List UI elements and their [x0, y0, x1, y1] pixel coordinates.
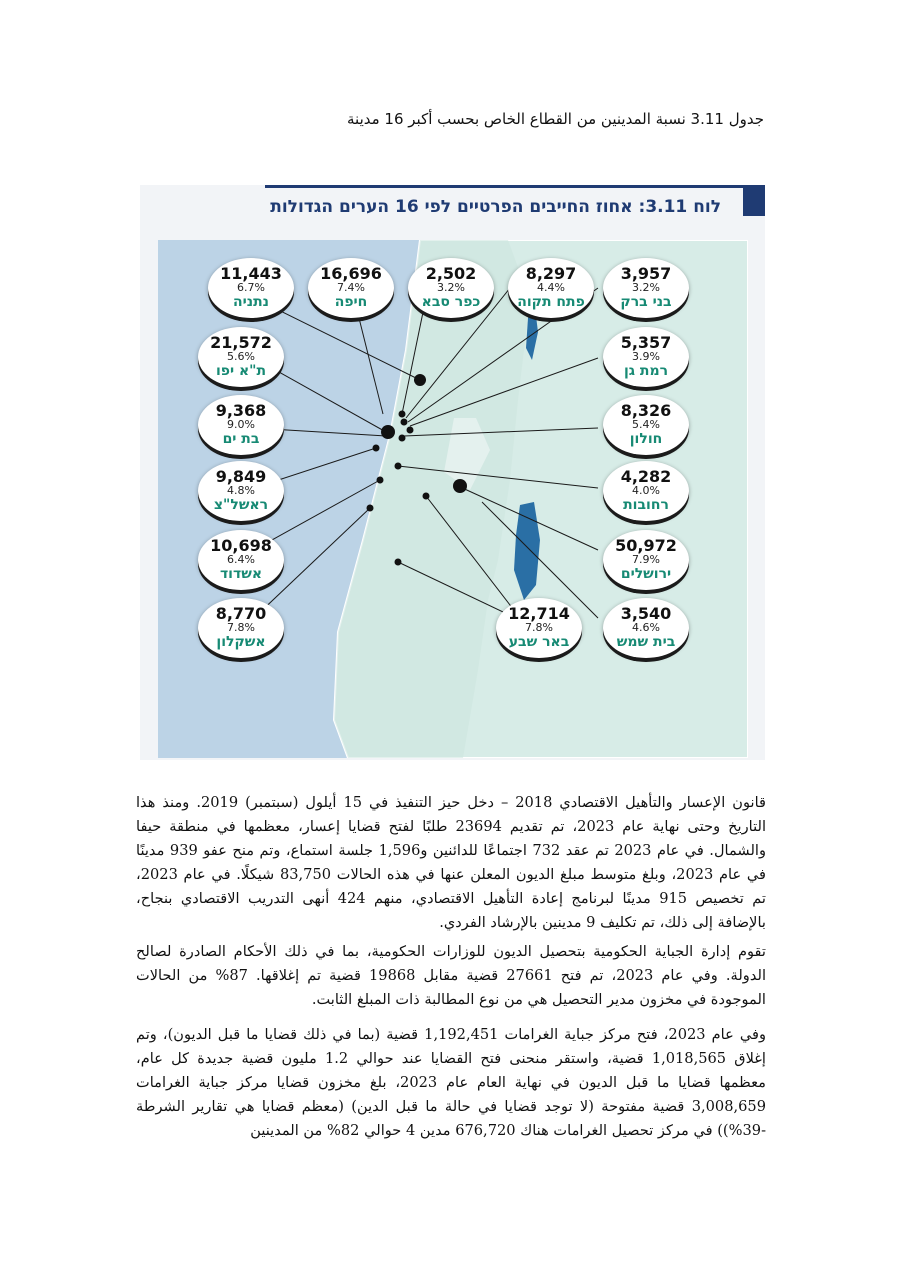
city-percent: 3.2%: [437, 281, 465, 294]
city-percent: 7.8%: [525, 621, 553, 634]
city-value: 11,443: [220, 264, 282, 283]
figure-title-prefix: לוח: [693, 197, 721, 217]
city-name: בית שמש: [616, 634, 676, 650]
figure-title: [270, 197, 721, 217]
city-name: חולון: [629, 431, 663, 447]
city-badge: [508, 258, 594, 318]
city-value: 8,770: [215, 604, 267, 623]
city-percent: 3.9%: [632, 350, 660, 363]
city-badge: [603, 258, 689, 318]
city-value: 8,297: [525, 264, 577, 283]
city-value: 16,696: [320, 264, 382, 283]
figure-header: [265, 185, 765, 216]
paragraph-fines-collection: وفي عام 2023، فتح مركز جباية الغرامات 1,192,451 قضية (بما في ذلك قضايا ما قبل الديون)، وتم إغلاق 1,018,565 قضية، واستقر منحنى فتح القضايا عند حوالي 1.2 مليون قضية جديدة كل عام، معظمها قضايا ما قبل الديون في نهاية العام عام 2023، بلغ مخزون قضايا مركز جباية الغرامات 3,008,659 قضية مفتوحة (لا توجد قضايا في حالة ما قبل الدين) (معظم قضايا هي تقارير الشرطة -39%)) في مركز تحصيل الغرامات هناك 676,720 مدين 4 حوالي 82% من المدينين: [136, 1026, 767, 1139]
city-name: בני ברק: [620, 294, 672, 310]
city-percent: 4.0%: [632, 484, 660, 497]
city-badge: [603, 598, 689, 658]
city-value: 3,957: [620, 264, 672, 283]
israel-map: [158, 240, 748, 758]
city-name: באר שבע: [508, 634, 570, 650]
city-name: פתח תקוה: [517, 294, 585, 310]
figure-title-number: 3.11: [645, 197, 688, 217]
city-badge: [408, 258, 494, 318]
city-name: חיפה: [334, 294, 368, 310]
city-badge: [198, 461, 284, 521]
city-percent: 7.4%: [337, 281, 365, 294]
city-badge: [308, 258, 394, 318]
city-value: 50,972: [615, 536, 677, 555]
city-badge: [603, 327, 689, 387]
figure-title-text: : אחוז החייבים הפרטיים לפי 16 הערים הגדולות: [270, 197, 646, 217]
figure-header-mark: [743, 185, 765, 216]
city-name: ירושלים: [620, 566, 672, 582]
city-percent: 7.9%: [632, 553, 660, 566]
city-percent: 3.2%: [632, 281, 660, 294]
city-name: בת ים: [222, 431, 260, 447]
city-value: 5,357: [620, 333, 672, 352]
city-percent: 9.0%: [227, 418, 255, 431]
city-value: 2,502: [425, 264, 477, 283]
city-percent: 4.6%: [632, 621, 660, 634]
city-value: 3,540: [620, 604, 672, 623]
city-badge: [496, 598, 582, 658]
city-percent: 4.4%: [537, 281, 565, 294]
city-name: רחובות: [623, 497, 669, 513]
city-value: 9,849: [215, 467, 267, 486]
table-caption: جدول 3.11 نسبة المدينين من القطاع الخاص بحسب أكبر 16 مدينة: [347, 110, 764, 128]
city-badge: [198, 598, 284, 658]
city-percent: 6.7%: [237, 281, 265, 294]
city-value: 4,282: [620, 467, 672, 486]
city-badge: [198, 395, 284, 455]
city-value: 12,714: [508, 604, 570, 623]
paragraph-government-collection: تقوم إدارة الجباية الحكومية بتحصيل الديون للوزارات الحكومية، بما في ذلك الأحكام الصادرة لصالح الدولة. وفي عام 2023، تم فتح 27661 قضية مقابل 19868 قضية تم إغلاقها. 87% من الحالات الموجودة في مخزون مدير التحصيل هي من نوع المطالبة ذات المبلغ الثابت.: [136, 943, 767, 1008]
infographic-figure: [140, 185, 765, 760]
city-value: 9,368: [215, 401, 267, 420]
city-badge: [198, 327, 284, 387]
city-percent: 4.8%: [227, 484, 255, 497]
city-badge: [603, 530, 689, 590]
city-name: אשדוד: [219, 566, 263, 582]
city-value: 8,326: [620, 401, 672, 420]
city-name: ראשל"צ: [213, 497, 269, 513]
city-percent: 5.6%: [227, 350, 255, 363]
city-name: כפר סבא: [421, 294, 481, 310]
city-percent: 7.8%: [227, 621, 255, 634]
city-percent: 5.4%: [632, 418, 660, 431]
city-badge: [208, 258, 294, 318]
city-name: רמת גן: [623, 363, 669, 379]
city-badge: [603, 395, 689, 455]
city-percent: 6.4%: [227, 553, 255, 566]
city-value: 10,698: [210, 536, 272, 555]
city-name: ת"א יפו: [215, 363, 267, 379]
paragraph-insolvency-law: قانون الإعسار والتأهيل الاقتصادي 2018 – دخل حيز التنفيذ في 15 أيلول (سبتمبر) 2019. ومنذ هذا التاريخ وحتى نهاية عام 2023، تم تقديم 23694 طلبًا لفتح قضايا إعسار، معظمها في منطقة حيفا والشمال. في عام 2023 تم عقد 732 اجتماعًا للدائنين و1,596 جلسة استماع، وتم منح عفو 939 مدينًا في عام 2023، وبلغ متوسط مبلغ الديون المعلن عنها في هذه الحالات 83,750 شيكلًا. في عام 2023، تم تخصيص 915 مدينًا لبرنامج إعادة التأهيل الاقتصادي، منهم 424 أنهى التدريب الاقتصادي بنجاح، بالإضافة إلى ذلك، تم تكليف 9 مدينين بالإرشاد الفردي.: [136, 794, 767, 931]
city-value: 21,572: [210, 333, 272, 352]
city-name: אשקלון: [216, 634, 266, 650]
city-badge: [603, 461, 689, 521]
city-name: נתניה: [233, 294, 269, 310]
city-badge: [198, 530, 284, 590]
